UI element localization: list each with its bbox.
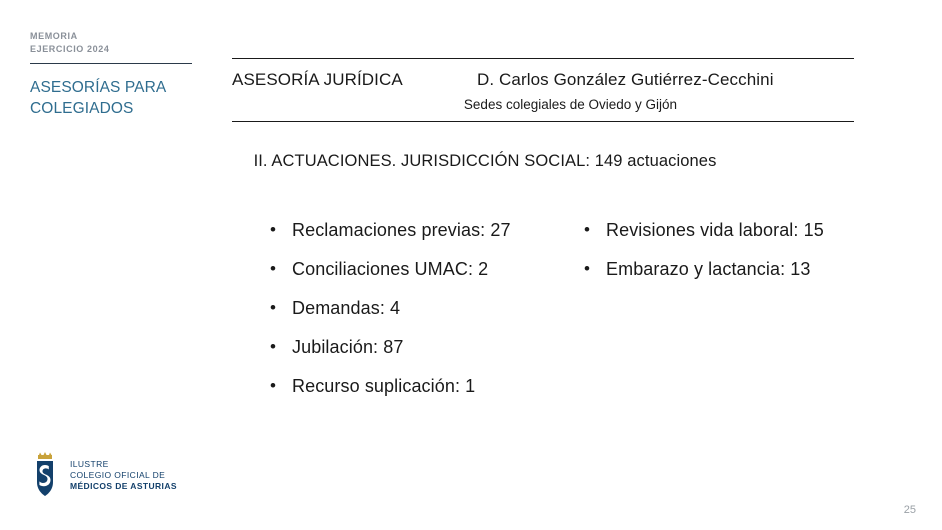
header-bottom-rule bbox=[232, 121, 854, 122]
footer-logo-text bbox=[70, 459, 177, 492]
bullet-dot-icon: • bbox=[270, 337, 276, 356]
memoria-label-line1: MEMORIA bbox=[30, 31, 78, 41]
footer-logo-line1: ILUSTRE bbox=[70, 458, 109, 469]
section-title-line1: ASESORÍAS PARA bbox=[30, 79, 167, 96]
list-item-label: Reclamaciones previas: 27 bbox=[292, 220, 511, 240]
footer-logo-line3: MÉDICOS DE ASTURIAS bbox=[70, 480, 177, 491]
header-left-label: ASESORÍA JURÍDICA bbox=[232, 70, 403, 89]
list-item bbox=[262, 335, 562, 359]
section-title bbox=[30, 77, 210, 119]
list-item bbox=[262, 374, 562, 398]
section-title-line2: COLEGIADOS bbox=[30, 100, 134, 117]
header-person-name: D. Carlos González Gutiérrez-Cecchini bbox=[477, 70, 774, 89]
header-row bbox=[232, 59, 854, 90]
footer-logo bbox=[28, 452, 177, 498]
bullet-column-1 bbox=[262, 218, 562, 413]
bullet-columns bbox=[262, 218, 866, 413]
list-item bbox=[262, 257, 562, 281]
sidebar-divider bbox=[30, 63, 192, 64]
bullet-column-2 bbox=[576, 218, 866, 413]
list-item bbox=[262, 218, 562, 242]
bullet-dot-icon: • bbox=[270, 259, 276, 278]
list-item bbox=[576, 257, 866, 281]
bullet-dot-icon: • bbox=[270, 220, 276, 239]
list-item-label: Embarazo y lactancia: 13 bbox=[606, 259, 811, 279]
crest-icon bbox=[28, 452, 62, 498]
page-number: 25 bbox=[903, 504, 916, 516]
memoria-label-line2: EJERCICIO 2024 bbox=[30, 44, 110, 54]
list-item-label: Recurso suplicación: 1 bbox=[292, 376, 476, 396]
main-heading: II. ACTUACIONES. JURISDICCIÓN SOCIAL: 149 actuaciones bbox=[253, 152, 717, 170]
bullet-dot-icon: • bbox=[584, 259, 590, 278]
list-item-label: Revisiones vida laboral: 15 bbox=[606, 220, 824, 240]
list-item-label: Demandas: 4 bbox=[292, 298, 401, 318]
sidebar bbox=[30, 30, 210, 119]
list-item bbox=[576, 218, 866, 242]
footer-logo-line2: COLEGIO OFICIAL DE bbox=[70, 469, 166, 480]
bullet-dot-icon: • bbox=[270, 376, 276, 395]
list-item-label: Jubilación: 87 bbox=[292, 337, 404, 357]
header bbox=[232, 58, 854, 122]
header-subtitle: Sedes colegiales de Oviedo y Gijón bbox=[463, 97, 678, 112]
bullet-dot-icon: • bbox=[270, 298, 276, 317]
bullet-dot-icon: • bbox=[584, 220, 590, 239]
list-item-label: Conciliaciones UMAC: 2 bbox=[292, 259, 489, 279]
list-item bbox=[262, 296, 562, 320]
